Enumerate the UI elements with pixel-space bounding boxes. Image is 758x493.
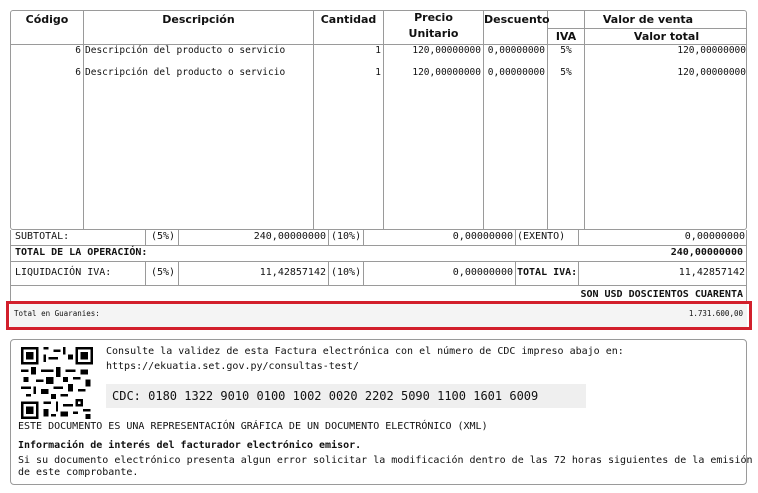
guaranies-label: Total en Guaranies: — [14, 309, 100, 318]
header-codigo: Código — [25, 13, 69, 26]
exento-label: (EXENTO) — [517, 231, 566, 242]
cell-divider — [515, 262, 516, 285]
consulta-url-link[interactable]: https://ekuatia.set.gov.py/consultas-test/ — [106, 361, 359, 372]
row-1-iva: 5% — [560, 45, 572, 56]
total-operacion-label: TOTAL DE LA OPERACIÓN: — [15, 247, 148, 258]
header-iva: IVA — [555, 30, 577, 43]
liquidacion-label: LIQUIDACIÓN IVA: — [15, 267, 112, 278]
son-text: SON USD DOSCIENTOS CUARENTA — [580, 289, 743, 300]
cell-divider — [515, 230, 516, 245]
row-1-descripcion: Descripción del producto o servicio — [85, 45, 286, 56]
qr-code-icon — [21, 347, 93, 419]
total-iva-label: TOTAL IVA: — [517, 267, 578, 278]
total-operacion-value: 240,00000000 — [670, 247, 743, 258]
subtotal-5-value: 240,00000000 — [253, 231, 326, 242]
subtotal-5-label: (5%) — [151, 231, 176, 242]
representacion-text: ESTE DOCUMENTO ES UNA REPRESENTACIÓN GRÁFICA DE UN DOCUMENTO ELECTRÓNICO (XML) — [18, 421, 488, 432]
guaranies-value: 1.731.600,00 — [688, 309, 743, 318]
info-line-2: de este comprobante. — [18, 467, 139, 478]
row-1-codigo: 6 — [75, 45, 81, 56]
liq-5-value: 11,42857142 — [259, 267, 326, 278]
items-table — [10, 10, 747, 230]
row-1-descuento: 0,00000000 — [487, 45, 545, 56]
row-1-cantidad: 1 — [375, 45, 381, 56]
row-1-total: 120,00000000 — [677, 45, 746, 56]
info-title: Información de interés del facturador electrónico emisor. — [18, 440, 362, 451]
liq-5-label: (5%) — [151, 267, 176, 278]
liq-10-value: 0,00000000 — [452, 267, 513, 278]
row-2-cantidad: 1 — [375, 67, 381, 78]
consulte-text: Consulte la validez de esta Factura electrónica con el número de CDC impreso abajo en: — [106, 346, 624, 357]
subtotal-label: SUBTOTAL: — [15, 231, 70, 242]
header-subdivider — [547, 28, 746, 29]
cdc-code: CDC: 0180 1322 9010 0100 1002 0020 2202 5090 1100 1601 6009 — [106, 384, 586, 408]
cell-divider — [145, 230, 146, 245]
subtotal-10-value: 0,00000000 — [452, 231, 513, 242]
highlight-box — [6, 301, 752, 330]
subtotal-10-label: (10%) — [331, 231, 362, 242]
header-descuento: Descuento — [484, 13, 550, 26]
cell-divider — [145, 262, 146, 285]
liquidacion-iva-row — [10, 262, 747, 286]
cell-divider — [328, 262, 329, 285]
row-2-precio: 120,00000000 — [412, 67, 481, 78]
liq-10-label: (10%) — [331, 267, 362, 278]
row-2-total: 120,00000000 — [677, 67, 746, 78]
cell-divider — [328, 230, 329, 245]
row-2-descuento: 0,00000000 — [487, 67, 545, 78]
info-line-1: Si su documento electrónico presenta algun error solicitar la modificación dentro de las 72 horas siguientes de la emisión — [18, 455, 753, 466]
header-precio-line1: Precio — [414, 11, 453, 24]
total-iva-value: 11,42857142 — [678, 267, 745, 278]
header-valor-total: Valor total — [633, 30, 700, 43]
header-valor-venta: Valor de venta — [602, 13, 694, 26]
header-descripcion: Descripción — [162, 13, 235, 26]
row-2-descripcion: Descripción del producto o servicio — [85, 67, 286, 78]
total-operacion-row — [10, 246, 747, 262]
row-1-precio: 120,00000000 — [412, 45, 481, 56]
row-2-codigo: 6 — [75, 67, 81, 78]
header-precio-line2: Unitario — [408, 27, 459, 40]
subtotal-row — [10, 230, 747, 246]
exento-value: 0,00000000 — [684, 231, 745, 242]
header-cantidad: Cantidad — [320, 13, 377, 26]
row-2-iva: 5% — [560, 67, 572, 78]
